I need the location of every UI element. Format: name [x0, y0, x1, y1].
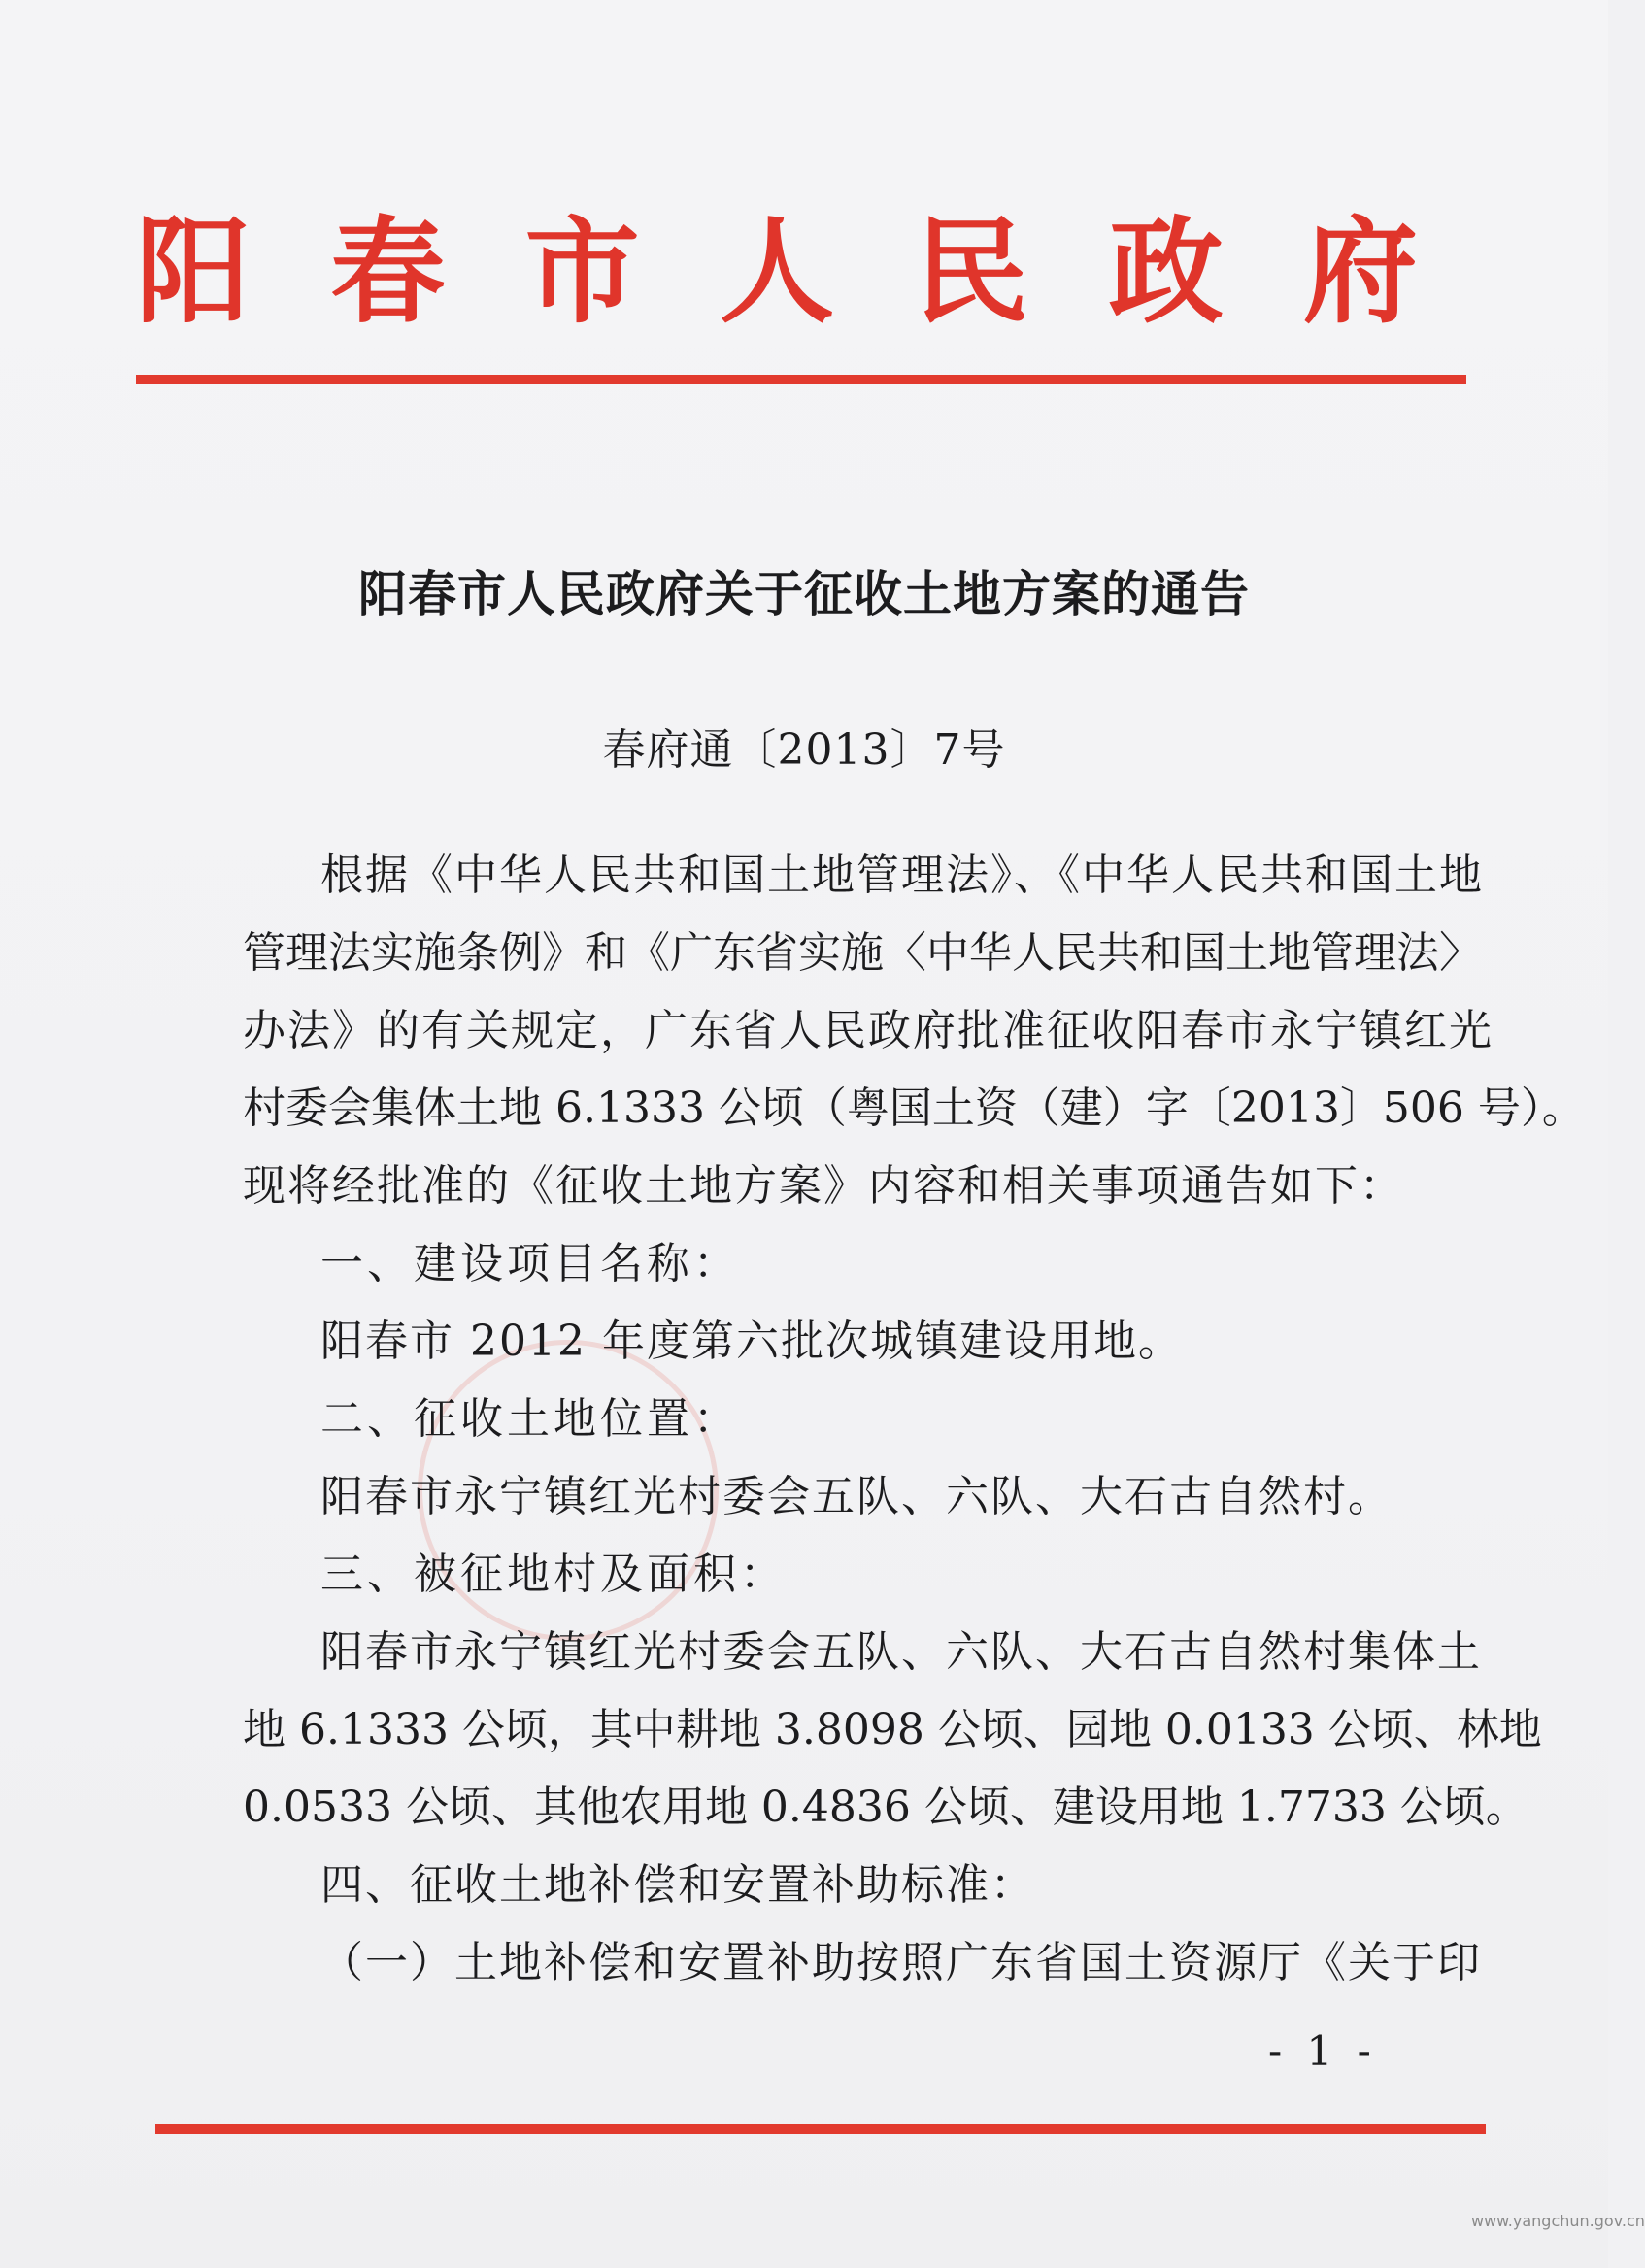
body-line: 办法》的有关规定，广东省人民政府批准征收阳春市永宁镇红光	[243, 1006, 1494, 1055]
section-heading: 二、征收土地位置：	[320, 1394, 740, 1444]
header-char-3: 市	[524, 204, 640, 339]
header-char-1: 阳	[136, 204, 252, 339]
body-line: （一）土地补偿和安置补助按照广东省国土资源厅《关于印	[320, 1938, 1482, 1987]
header-red-rule	[136, 375, 1466, 384]
body-line: 现将经批准的《征收土地方案》内容和相关事项通告如下：	[243, 1161, 1404, 1211]
header-char-6: 政	[1108, 204, 1224, 339]
body-line: 根据《中华人民共和国土地管理法》、《中华人民共和国土地	[320, 850, 1484, 900]
body-line: 阳春市 2012 年度第六批次城镇建设用地。	[320, 1317, 1183, 1366]
header-char-4: 人	[719, 204, 834, 339]
issuing-authority-header	[136, 194, 1418, 350]
section-heading: 一、建设项目名称：	[320, 1239, 740, 1288]
header-char-7: 府	[1302, 204, 1418, 339]
site-watermark: www.yangchun.gov.cn	[1471, 2212, 1645, 2230]
header-char-2: 春	[330, 204, 446, 339]
body-line: 村委会集体土地 6.1333 公顷（粤国土资（建）字〔2013〕506 号）。	[243, 1084, 1585, 1133]
body-line: 地 6.1333 公顷，其中耕地 3.8098 公顷、园地 0.0133 公顷、林地	[243, 1705, 1542, 1754]
body-line: 管理法实施条例》和《广东省实施〈中华人民共和国土地管理法〉	[243, 928, 1482, 978]
document-number: 春府通〔2013〕7号	[602, 725, 1006, 775]
notice-title: 阳春市人民政府关于征收土地方案的通告	[358, 565, 1250, 622]
body-line: 阳春市永宁镇红光村委会五队、六队、大石古自然村集体土	[320, 1627, 1482, 1677]
page-number: - 1 -	[1268, 2027, 1377, 2075]
header-char-5: 民	[914, 204, 1029, 339]
body-line: 0.0533 公顷、其他农用地 0.4836 公顷、建设用地 1.7733 公顷。	[243, 1783, 1528, 1832]
section-heading: 三、被征地村及面积：	[320, 1550, 787, 1599]
section-heading: 四、征收土地补偿和安置补助标准：	[320, 1860, 1035, 1910]
footer-red-rule	[155, 2124, 1486, 2134]
body-line: 阳春市永宁镇红光村委会五队、六队、大石古自然村。	[320, 1472, 1393, 1521]
